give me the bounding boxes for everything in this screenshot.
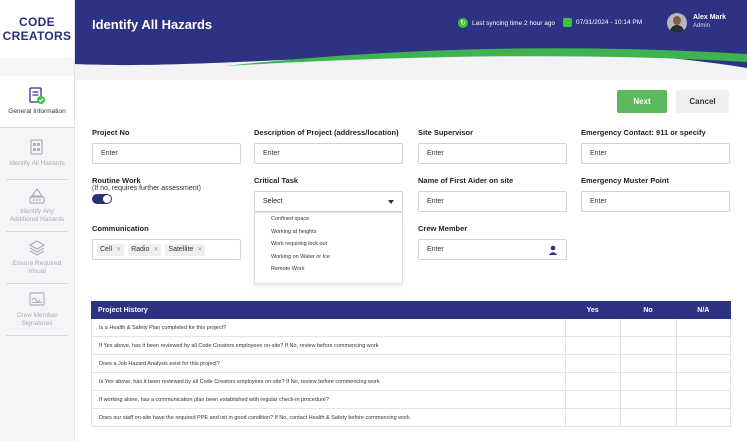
muster-point-input[interactable]: Enter xyxy=(581,191,730,212)
chevron-down-icon xyxy=(388,200,394,204)
first-aider-label: Name of First Aider on site xyxy=(418,176,514,185)
critical-task-dropdown xyxy=(254,212,403,284)
yes-cell[interactable] xyxy=(565,409,620,426)
no-cell[interactable] xyxy=(620,319,675,336)
sidebar-item-crew-member-signatures[interactable] xyxy=(6,284,68,336)
first-aider-input[interactable]: Enter xyxy=(418,191,567,212)
project-history-table xyxy=(91,301,731,427)
dropdown-option[interactable]: Remote Work xyxy=(271,266,305,273)
critical-task-selected: Select xyxy=(263,198,283,205)
na-cell[interactable] xyxy=(676,337,731,354)
header-no: No xyxy=(643,306,653,314)
emergency-contact-input[interactable]: Enter xyxy=(581,143,730,164)
header xyxy=(75,0,747,90)
page-title: Identify All Hazards xyxy=(92,17,213,32)
signature-icon xyxy=(28,291,46,309)
project-no-input[interactable]: Enter xyxy=(92,143,241,164)
na-cell[interactable] xyxy=(676,391,731,408)
form-check-icon xyxy=(28,87,46,105)
dropdown-option[interactable]: Working at heights xyxy=(271,228,317,235)
sync-status xyxy=(458,18,555,28)
tag-label: Cell xyxy=(100,246,113,253)
no-cell[interactable] xyxy=(620,391,675,408)
no-cell[interactable] xyxy=(620,355,675,372)
datetime xyxy=(563,18,642,27)
tag-chip xyxy=(165,244,205,256)
crew-member-input[interactable] xyxy=(418,239,567,260)
site-supervisor-label: Site Supervisor xyxy=(418,128,474,137)
close-icon[interactable]: ✕ xyxy=(116,247,122,253)
question-text: Is a Health & Safety Plan completed for this project? xyxy=(91,319,565,336)
header-wave xyxy=(75,0,747,90)
yes-cell[interactable] xyxy=(565,355,620,372)
routine-work-toggle[interactable] xyxy=(92,194,112,204)
tag-label: Radio xyxy=(131,246,150,253)
yes-cell[interactable] xyxy=(565,391,620,408)
user-role: Admin xyxy=(693,23,711,29)
description-label: Description of Project (address/location) xyxy=(254,128,399,137)
emergency-contact-label: Emergency Contact: 911 or specify xyxy=(581,128,706,137)
site-supervisor-input[interactable]: Enter xyxy=(418,143,567,164)
communication-tags[interactable] xyxy=(92,239,241,260)
sidebar-item-general-information[interactable] xyxy=(0,76,74,128)
close-icon[interactable]: ✕ xyxy=(197,247,203,253)
table-row xyxy=(91,337,731,355)
na-cell[interactable] xyxy=(676,355,731,372)
critical-task-select[interactable] xyxy=(254,191,403,212)
sidebar-item-identify-any-additional-hazards[interactable] xyxy=(6,180,68,232)
crew-member-label: Crew Member xyxy=(418,224,468,233)
user-name: Alex Mark xyxy=(693,14,727,21)
avatar[interactable] xyxy=(667,13,687,33)
no-cell[interactable] xyxy=(620,373,675,390)
muster-point-label: Emergency Muster Point xyxy=(581,176,669,185)
yes-cell[interactable] xyxy=(565,319,620,336)
tag-chip xyxy=(128,244,161,256)
routine-work-sublabel: (If no, requires further assessment) xyxy=(92,185,201,192)
critical-task-label: Critical Task xyxy=(254,176,299,185)
crew-member-placeholder: Enter xyxy=(427,246,444,253)
tag-label: Satellite xyxy=(168,246,194,253)
sidebar-item-label: Ensure Required Visual xyxy=(12,260,62,275)
question-text: Does our staff on-site have the required PPE and isit in good condition? If No, contact Health & Safety before commencing work xyxy=(91,409,565,426)
hazard-group-icon xyxy=(28,187,46,205)
sidebar-item-label: Crew Member Signatures xyxy=(16,312,58,327)
sidebar-item-label: General Information xyxy=(8,108,66,115)
document-grid-icon xyxy=(28,139,46,157)
sidebar-item-ensure-required-visual[interactable] xyxy=(6,232,68,284)
table-row xyxy=(91,391,731,409)
dropdown-option[interactable]: Confined space xyxy=(271,216,310,223)
yes-cell[interactable] xyxy=(565,373,620,390)
person-icon xyxy=(548,245,558,255)
datetime-text: 07/31/2024 - 10:14 PM xyxy=(576,19,643,26)
question-text: If working alone, has a communication plan been established with regular check-in procedure? xyxy=(91,391,565,408)
dropdown-option[interactable]: Working on Water or Ice xyxy=(271,253,330,260)
calendar-icon xyxy=(563,18,572,27)
next-button[interactable]: Next xyxy=(617,90,667,113)
toggle-knob xyxy=(103,195,111,203)
sidebar xyxy=(0,0,75,441)
header-yes: Yes xyxy=(586,306,599,314)
table-row xyxy=(91,373,731,391)
sidebar-item-label: Identify Any Additional Hazards xyxy=(9,208,65,223)
question-text: Does a Job Hazard Analysis exist for this project? xyxy=(91,355,565,372)
na-cell[interactable] xyxy=(676,319,731,336)
cancel-button[interactable]: Cancel xyxy=(676,90,729,113)
sidebar-item-identify-all-hazards[interactable] xyxy=(6,128,68,180)
project-no-label: Project No xyxy=(92,128,130,137)
question-text: If Yes above, has it been reviewed by all Code Creators employees on-site? If No, review before commencing work xyxy=(91,337,565,354)
table-row xyxy=(91,355,731,373)
na-cell[interactable] xyxy=(676,373,731,390)
layers-icon xyxy=(28,239,46,257)
communication-label: Communication xyxy=(92,224,149,233)
sync-text: Last syncing time 2 hour ago xyxy=(472,19,556,27)
yes-cell[interactable] xyxy=(565,337,620,354)
routine-work-label: Routine Work xyxy=(92,176,141,185)
header-project-history: Project History xyxy=(98,306,148,314)
logo-line-2: CREATORS xyxy=(2,29,72,43)
tag-chip xyxy=(97,244,124,256)
close-icon[interactable]: ✕ xyxy=(153,247,159,253)
sidebar-item-label: Identify All Hazards xyxy=(9,160,65,167)
logo-line-1: CODE xyxy=(19,15,55,29)
sync-icon: ↻ xyxy=(458,18,468,28)
na-cell[interactable] xyxy=(676,409,731,426)
no-cell[interactable] xyxy=(620,409,675,426)
logo xyxy=(0,0,74,58)
table-row xyxy=(91,319,731,337)
dropdown-option[interactable]: Work requiring lock out xyxy=(271,241,328,248)
header-na: N/A xyxy=(697,306,710,314)
description-input[interactable]: Enter xyxy=(254,143,403,164)
question-text: Is Yes above, has it been reviewed by all Code Creators employees on-site? If No, review before commencing work xyxy=(91,373,565,390)
no-cell[interactable] xyxy=(620,337,675,354)
table-header xyxy=(91,301,731,319)
table-row xyxy=(91,409,731,427)
